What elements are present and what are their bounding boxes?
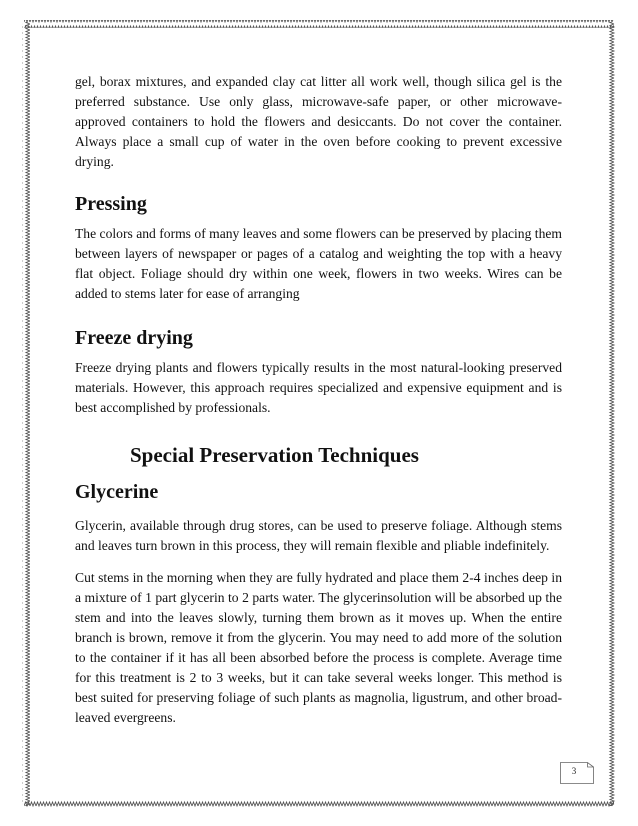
freeze-drying-paragraph: Freeze drying plants and flowers typically results in the most natural-looking preserved materials. However, this approach requires specialized and expensive equipment and is best accomplished by professionals. [75,360,562,415]
glycerine-paragraph-2: Cut stems in the morning when they are fully hydrated and place them 2-4 inches deep in a mixture of 1 part glycerin to 2 parts water. The glycerinsolution will be absorbed up the stem and into the leaves slowly, turning them brown as it moves up. When the entire branch is brown, remove it from the glycerin. You may need to add more of the solution to the container if it has all been absorbed before the process is complete. Average time for this treatment is 2 to 3 weeks, but it can take several weeks longer. This method is best suited for preserving foliage of such plants as magnolia, ligustrum, and other broad-leaved evergreens. [75,570,562,725]
pressing-paragraph: The colors and forms of many leaves and some flowers can be preserved by placing them between layers of newspaper or pages of a catalog and weighting the top with a heavy flat object. Foliage should dry within one week, flowers in two weeks. Wires can be added to stems later for ease of arranging [75,226,562,301]
glycerine-heading: Glycerine [75,481,159,503]
pressing-heading: Pressing [75,193,147,215]
border-right [608,22,616,806]
border-top [24,20,614,28]
intro-paragraph: gel, borax mixtures, and expanded clay cat litter all work well, though silica gel is the preferred substance. Use only glass, microwave-safe paper, or other microwave-approved containers to hold the flowers and desiccants. Do not cover the container. Always place a small cup of water in the oven before cooking to prevent excessive drying. [75,74,562,169]
border-left [22,22,30,806]
freeze-drying-heading: Freeze drying [75,327,193,349]
page-number-badge [560,762,594,784]
border-bottom [24,800,614,808]
page-content [75,72,562,728]
special-techniques-heading: Special Preservation Techniques [130,443,419,467]
page-number: 3 [571,766,577,776]
glycerine-paragraph-1: Glycerin, available through drug stores, can be used to preserve foliage. Although stems and leaves turn brown in this process, they will remain flexible and pliable indefinitely. [75,518,562,553]
